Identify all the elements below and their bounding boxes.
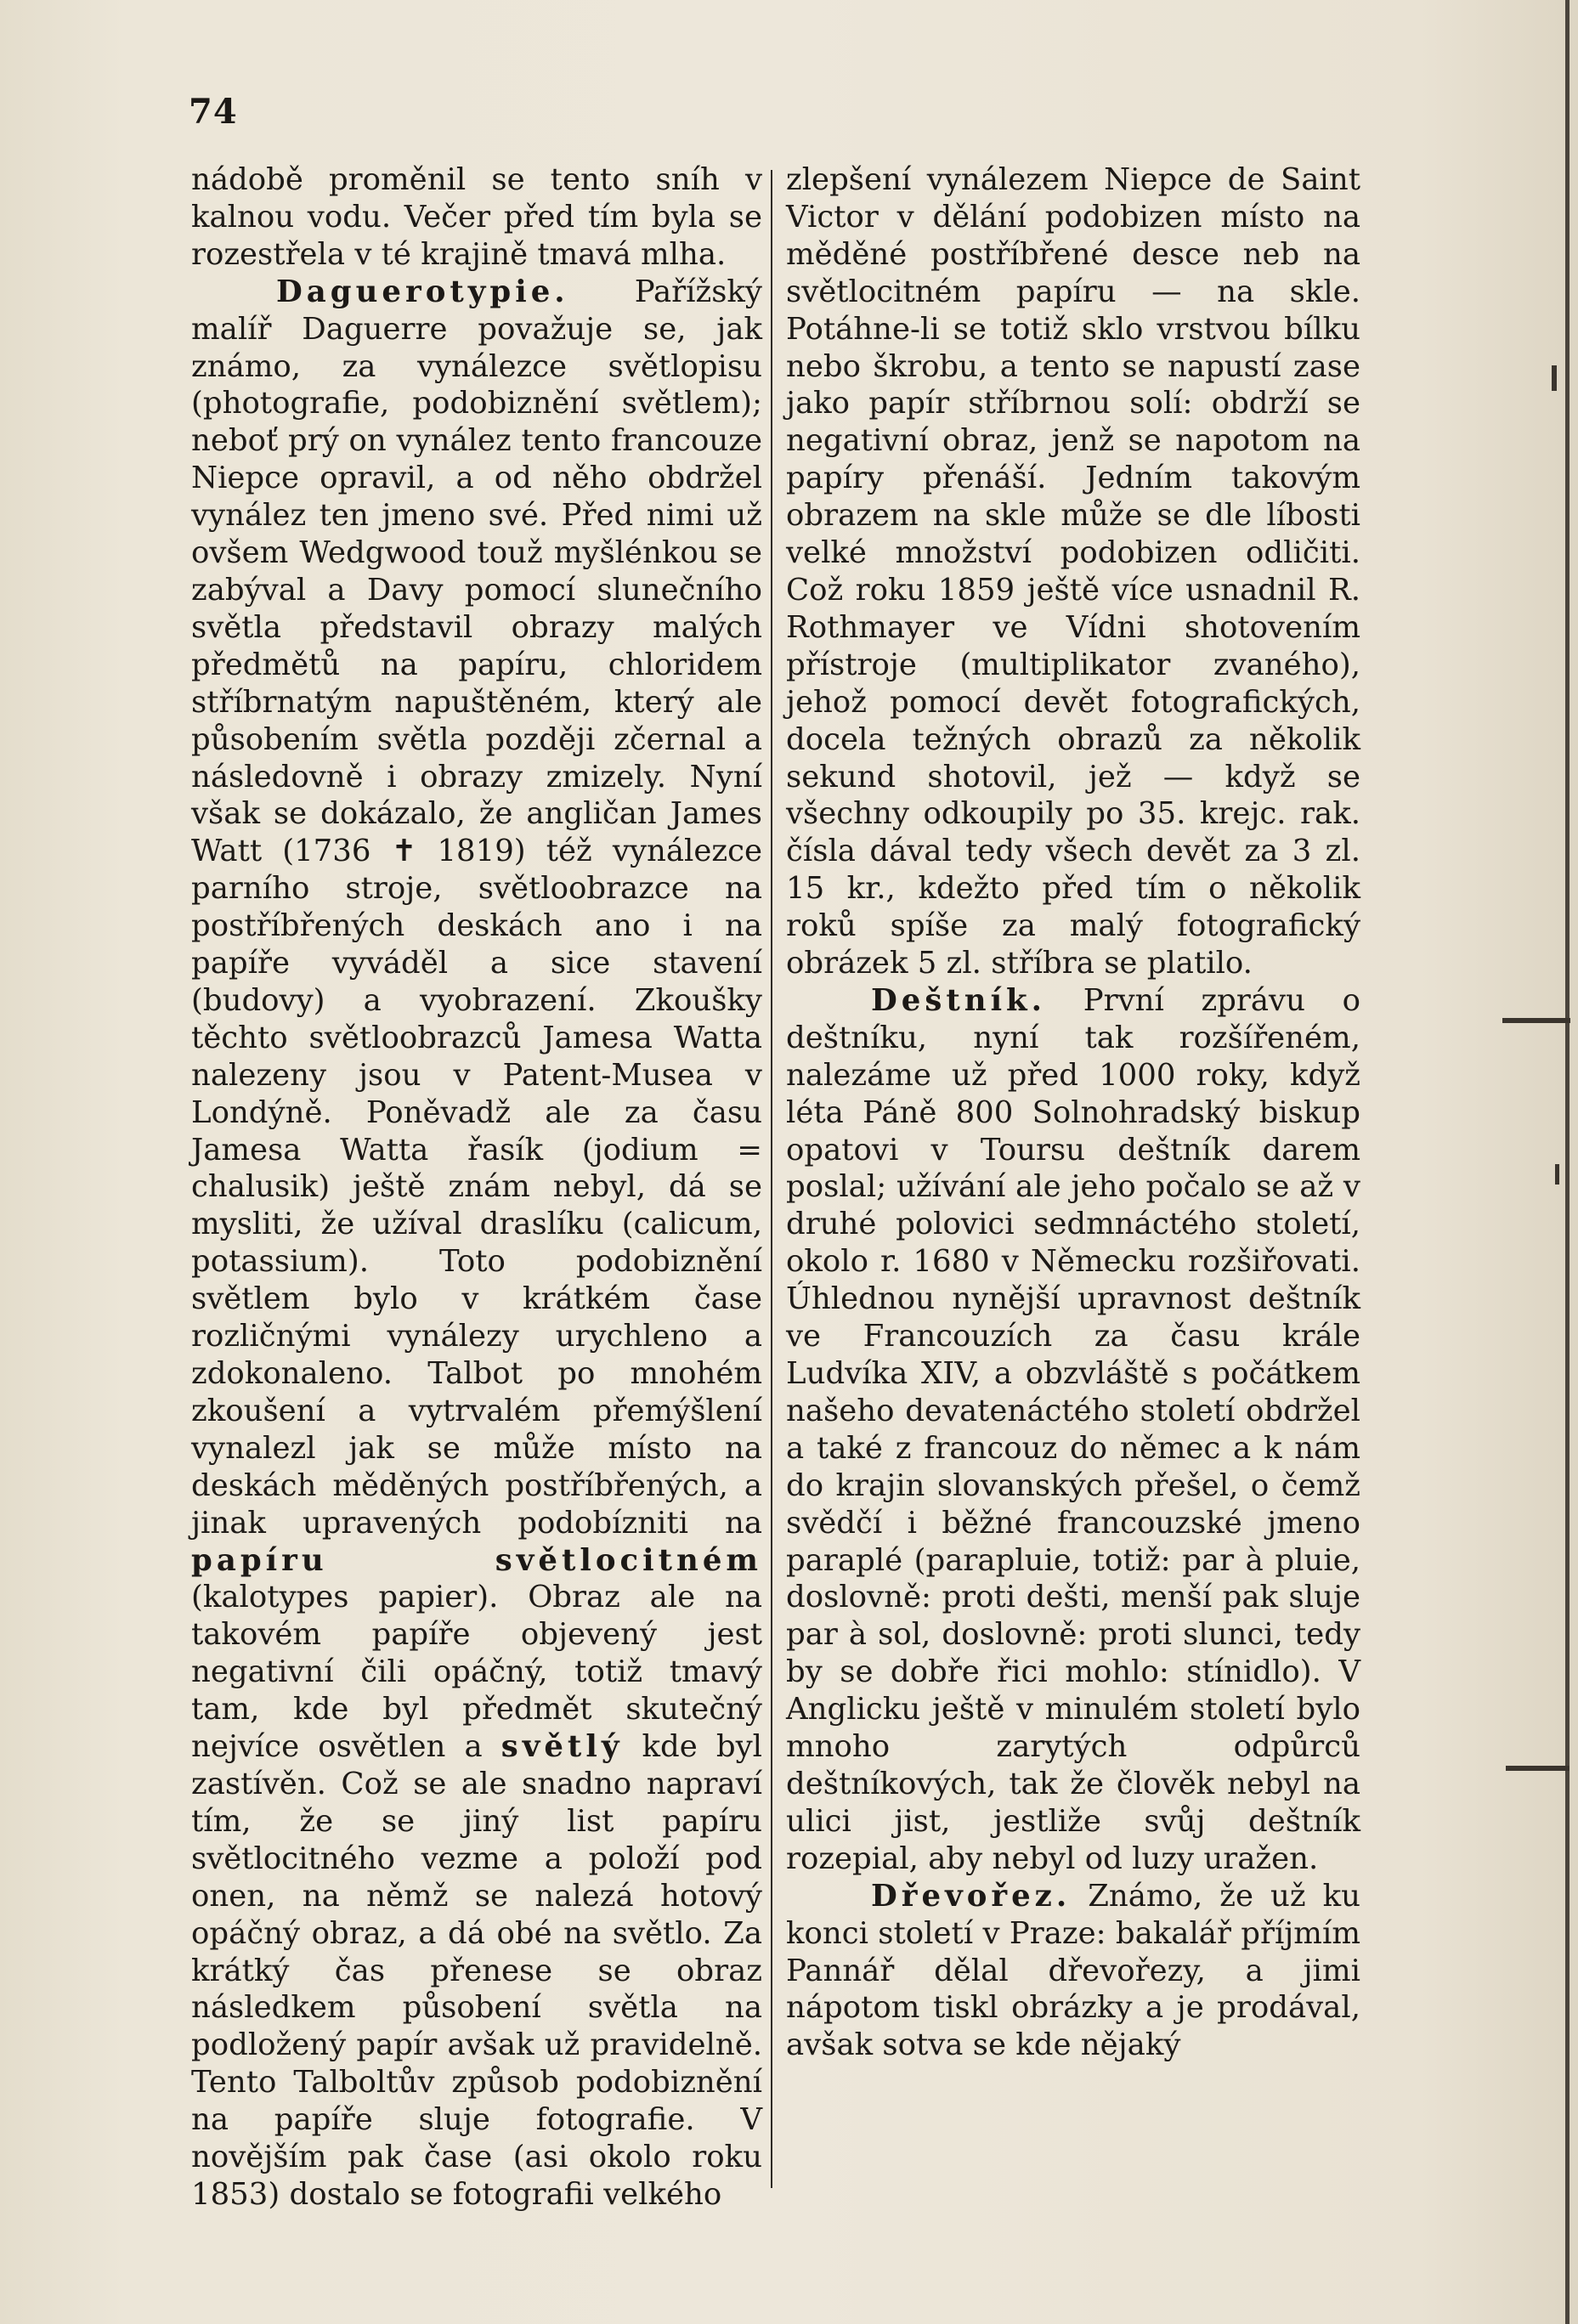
margin-mark	[1502, 1018, 1570, 1023]
right-paragraph-2-text: První zprávu o deštníku, nyní tak rozšířeném, nalezáme už před 1000 roky, když léta Páně 800 Solnohradský biskup opatovi v Toursu deštník darem poslal; užívání ale jeho počalo se až v druhé polovici sedmnáctého století, okolo r. 1680 v Německu rozšiřovati. Úhlednou nynější upravnost deštník ve Francouzích za času krále Ludvíka XIV, a obzvláště s počátkem našeho devatenáctého století obdržel a také z francouz do němec a k nám do krajin slovanských přešel, o čemž svědčí i běžné francouzské jmeno paraplé (parapluie, totiž: par à pluie, doslovně: proti dešti, menší pak sluje par à sol, doslovně: proti slunci, tedy by se dobře řici mohlo: stínidlo). V Anglicku ještě v minulém století bylo mnoho zarytých odpůrců deštníkových, tak že člověk nebyl na ulici jist, jestliže svůj deštník rozepial, aby nebyl od luzy uražen.	[786, 982, 1360, 1876]
left-paragraph-1: nádobě proměnil se tento sníh v kalnou vodu. Večer před tím byla se rozestřela v té krajině tmavá mlha.	[191, 162, 762, 272]
left-paragraph-2-text-end: kde byl zastívěn. Což se ale snadno napraví tím, že se jiný list papíru světlocitného vezme a položí pod onen, na němž se nalezá hotový opáčný obraz, a dá obé na světlo. Za krátký čas přenese se obraz následkem působení světla na podložený papír avšak už pravidelně. Tento Talboltův způsob podobiznění na papíře sluje fotografie. V novějším pak čase (asi okolo roku 1853) dostalo se fotografii velkého	[191, 1729, 762, 2212]
left-paragraph-2-text: Pařížský malíř Daguerre považuje se, jak známo, za vynálezce světlopisu (photografie, podobiznění světlem); neboť prý on vynález tento francouze Niepce opravil, a od něho obdržel vynález ten jmeno své. Před nimi už ovšem Wedgwood touž myšlénkou se zabýval a Davy pomocí slunečního světla představil obrazy malých předmětů na papíru, chloridem stříbrnatým napuštěném, který ale působením světla později zčernal a následovně i obrazy zmizely. Nyní však se dokázalo, že angličan James Watt (1736 ✝ 1819) též vynálezce parního stroje, světloobrazce na postříbřených deskách ano i na papíře vyváděl a sice stavení (budovy) a vyobrazení. Zkoušky těchto světloobrazců Jamesa Watta nalezeny jsou v Patent-Musea v Londýně. Poněvadž ale za času Jamesa Watta řasík (jodium = chalusik) ještě znám nebyl, dá se mysliti, že užíval draslíku (calicum, potassium). Toto podobiznění světlem bylo v krátkém čase rozličnými vynálezy urychleno a zdokonaleno. Talbot po mnohém zkoušení a vytrvalém přemýšlení vynalezl jak se může místo na deskách měděných postříbřených, a jinak upravených podobízniti na	[191, 274, 762, 1541]
page-number: 74	[189, 92, 238, 132]
spaced-phrase-papiru-svetlocitnem: papíru světlocitném	[191, 1542, 762, 1578]
left-paragraph-2-text-continued: (kalotypes papier). Obraz ale na takovém papíře objevený jest negativní čili opáčný, totiž tmavý tam, kde byl předmět skutečný nejvíce osvětlen a	[191, 1580, 762, 1765]
section-heading-drevorez: Dřevořez.	[871, 1878, 1072, 1914]
right-column	[786, 161, 1360, 2064]
left-column	[191, 161, 762, 2214]
section-heading-destnik: Deštník.	[871, 982, 1047, 1018]
column-divider	[771, 170, 772, 2188]
binding-edge-line	[1565, 0, 1570, 2324]
section-heading-daguerotypie: Daguerotypie.	[276, 274, 569, 309]
left-paragraph-2	[191, 274, 762, 2214]
margin-mark	[1552, 365, 1557, 391]
right-paragraph-1: zlepšení vynálezem Niepce de Saint Victor v dělání podobizen místo na měděné postříbřené desce neb na světlocitném papíru — na skle. Potáhne-li se totiž sklo vrstvou bílku nebo škrobu, a tento se napustí zase jako papír stříbrnou solí: obdrží se negativní obraz, jenž se napotom na papíry přenáší. Jedním takovým obrazem na skle může se dle líbosti velké množství podobizen odličiti. Což roku 1859 ještě více usnadnil R. Rothmayer ve Vídni shotovením přístroje (multiplikator zvaného), jehož pomocí devět fotografických, docela težných obrazů za několik sekund shotovil, jež — když se všechny odkoupily po 35. krejc. rak. čísla dával tedy všech devět za 3 zl. 15 kr., kdežto před tím o několik roků spíše za malý fotografický obrázek 5 zl. stříbra se platilo.	[786, 162, 1360, 981]
right-paragraph-2	[786, 982, 1360, 1878]
right-paragraph-3	[786, 1878, 1360, 2065]
right-paragraph-3-text: Známo, že už ku konci století v Praze: bakalář příjmím Pannář dělal dřevořezy, a jimi nápotom tiskl obrázky a je prodával, avšak sotva se kde nějaký	[786, 1878, 1360, 2063]
margin-mark	[1506, 1766, 1570, 1771]
margin-mark	[1555, 1164, 1559, 1185]
spaced-word-svetly: světlý	[501, 1729, 624, 1765]
